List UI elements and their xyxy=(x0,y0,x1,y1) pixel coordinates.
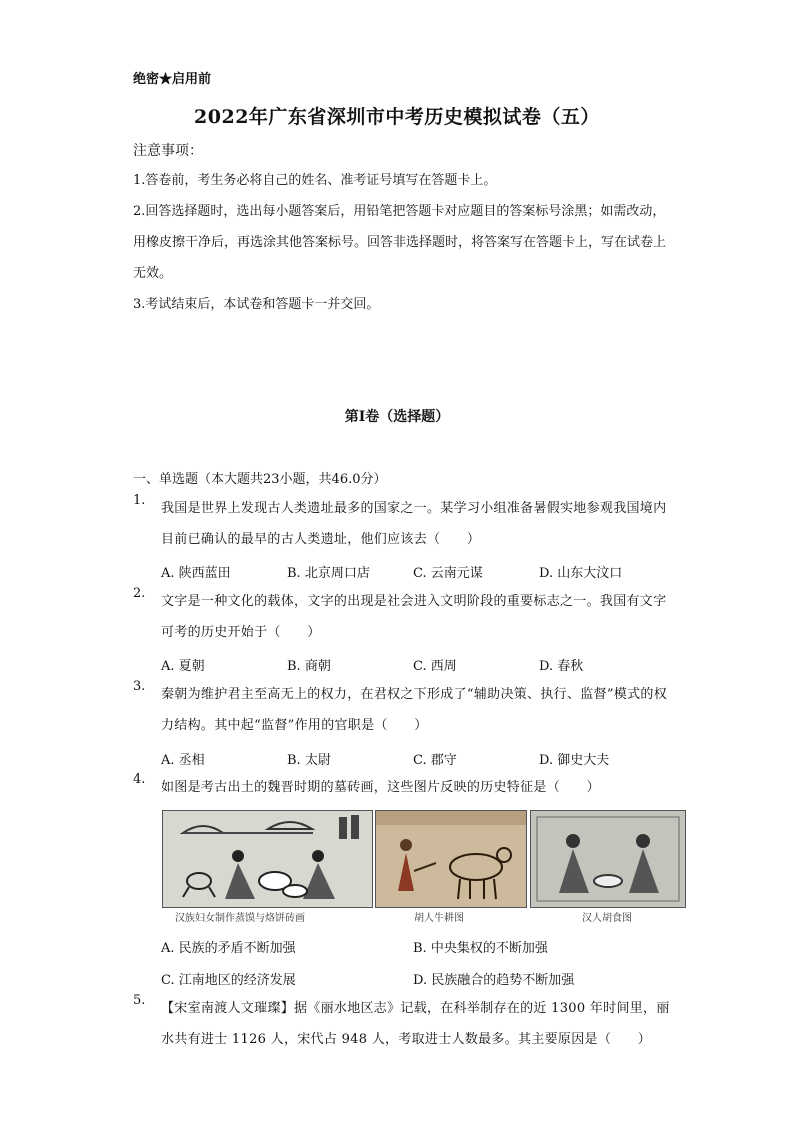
option-c[interactable]: C. 云南元谋 xyxy=(413,566,483,581)
confidential-mark: 绝密★启用前 xyxy=(133,72,212,87)
figure-caption: 汉人胡食图 xyxy=(582,913,632,924)
option-b[interactable]: B. 北京周口店 xyxy=(287,566,370,581)
notice-item: 2.回答选择题时，选出每小题答案后，用铅笔把答题卡对应题目的答案标号涂黑；如需改动，用橡皮擦干净后，再选涂其他答案标号。回答非选择题时，将答案写在答题卡上，写在试卷上无效。 xyxy=(133,204,667,281)
option-a[interactable]: A. 夏朝 xyxy=(161,659,205,674)
notice-item: 3.考试结束后，本试卷和答题卡一并交回。 xyxy=(133,297,380,312)
question-number: 5. xyxy=(133,993,146,1008)
question-text: 秦朝为维护君主至高无上的权力，在君权之下形成了“辅助决策、执行、监督”模式的权力结构。其中起“监督”作用的官职是（ ） xyxy=(161,687,667,733)
exam-title: 2022年广东省深圳市中考历史模拟试卷（五） xyxy=(194,106,600,128)
question-number: 2. xyxy=(133,586,146,601)
option-d[interactable]: D. 春秋 xyxy=(539,659,584,674)
brick-painting-ox-plowing xyxy=(375,810,527,908)
figure-caption: 汉族妇女制作蒸馍与烙饼砖画 xyxy=(175,913,305,924)
option-a[interactable]: A. 陕西蓝田 xyxy=(161,566,231,581)
question-number: 4. xyxy=(133,772,146,787)
option-d[interactable]: D. 民族融合的趋势不断加强 xyxy=(413,973,575,988)
option-a[interactable]: A. 丞相 xyxy=(161,753,205,768)
option-a[interactable]: A. 民族的矛盾不断加强 xyxy=(161,941,296,956)
figure-caption: 胡人牛耕图 xyxy=(414,913,464,924)
option-c[interactable]: C. 江南地区的经济发展 xyxy=(161,973,296,988)
brick-painting-women-baking xyxy=(162,810,373,908)
option-b[interactable]: B. 商朝 xyxy=(287,659,331,674)
option-c[interactable]: C. 郡守 xyxy=(413,753,457,768)
question-number: 3. xyxy=(133,679,146,694)
option-c[interactable]: C. 西周 xyxy=(413,659,457,674)
brick-painting-hu-food xyxy=(530,810,686,908)
option-d[interactable]: D. 山东大汶口 xyxy=(539,566,623,581)
option-b[interactable]: B. 中央集权的不断加强 xyxy=(413,941,548,956)
option-d[interactable]: D. 御史大夫 xyxy=(539,753,610,768)
notice-heading: 注意事项： xyxy=(133,143,203,159)
question-text: 文字是一种文化的载体，文字的出现是社会进入文明阶段的重要标志之一。我国有文字可考的历史开始于（ ） xyxy=(161,594,667,640)
notice-item: 1.答卷前，考生务必将自己的姓名、准考证号填写在答题卡上。 xyxy=(133,173,497,188)
option-b[interactable]: B. 太尉 xyxy=(287,753,331,768)
question-text: 如图是考古出土的魏晋时期的墓砖画，这些图片反映的历史特征是（ ） xyxy=(161,780,600,795)
question-text: 我国是世界上发现古人类遗址最多的国家之一。某学习小组准备暑假实地参观我国境内目前已确认的最早的古人类遗址，他们应该去（ ） xyxy=(161,501,667,547)
section-title: 第Ⅰ卷（选择题） xyxy=(344,409,450,425)
part-heading: 一、单选题（本大题共23小题，共46.0分） xyxy=(133,472,387,487)
question-number: 1. xyxy=(133,493,146,508)
question-text: 【宋室南渡人文璀璨】据《丽水地区志》记载，在科举制存在的近 1300 年时间里，丽水共有进士 1126 人，宋代占 948 人，考取进士人数最多。其主要原因是（ ） xyxy=(161,1001,670,1047)
